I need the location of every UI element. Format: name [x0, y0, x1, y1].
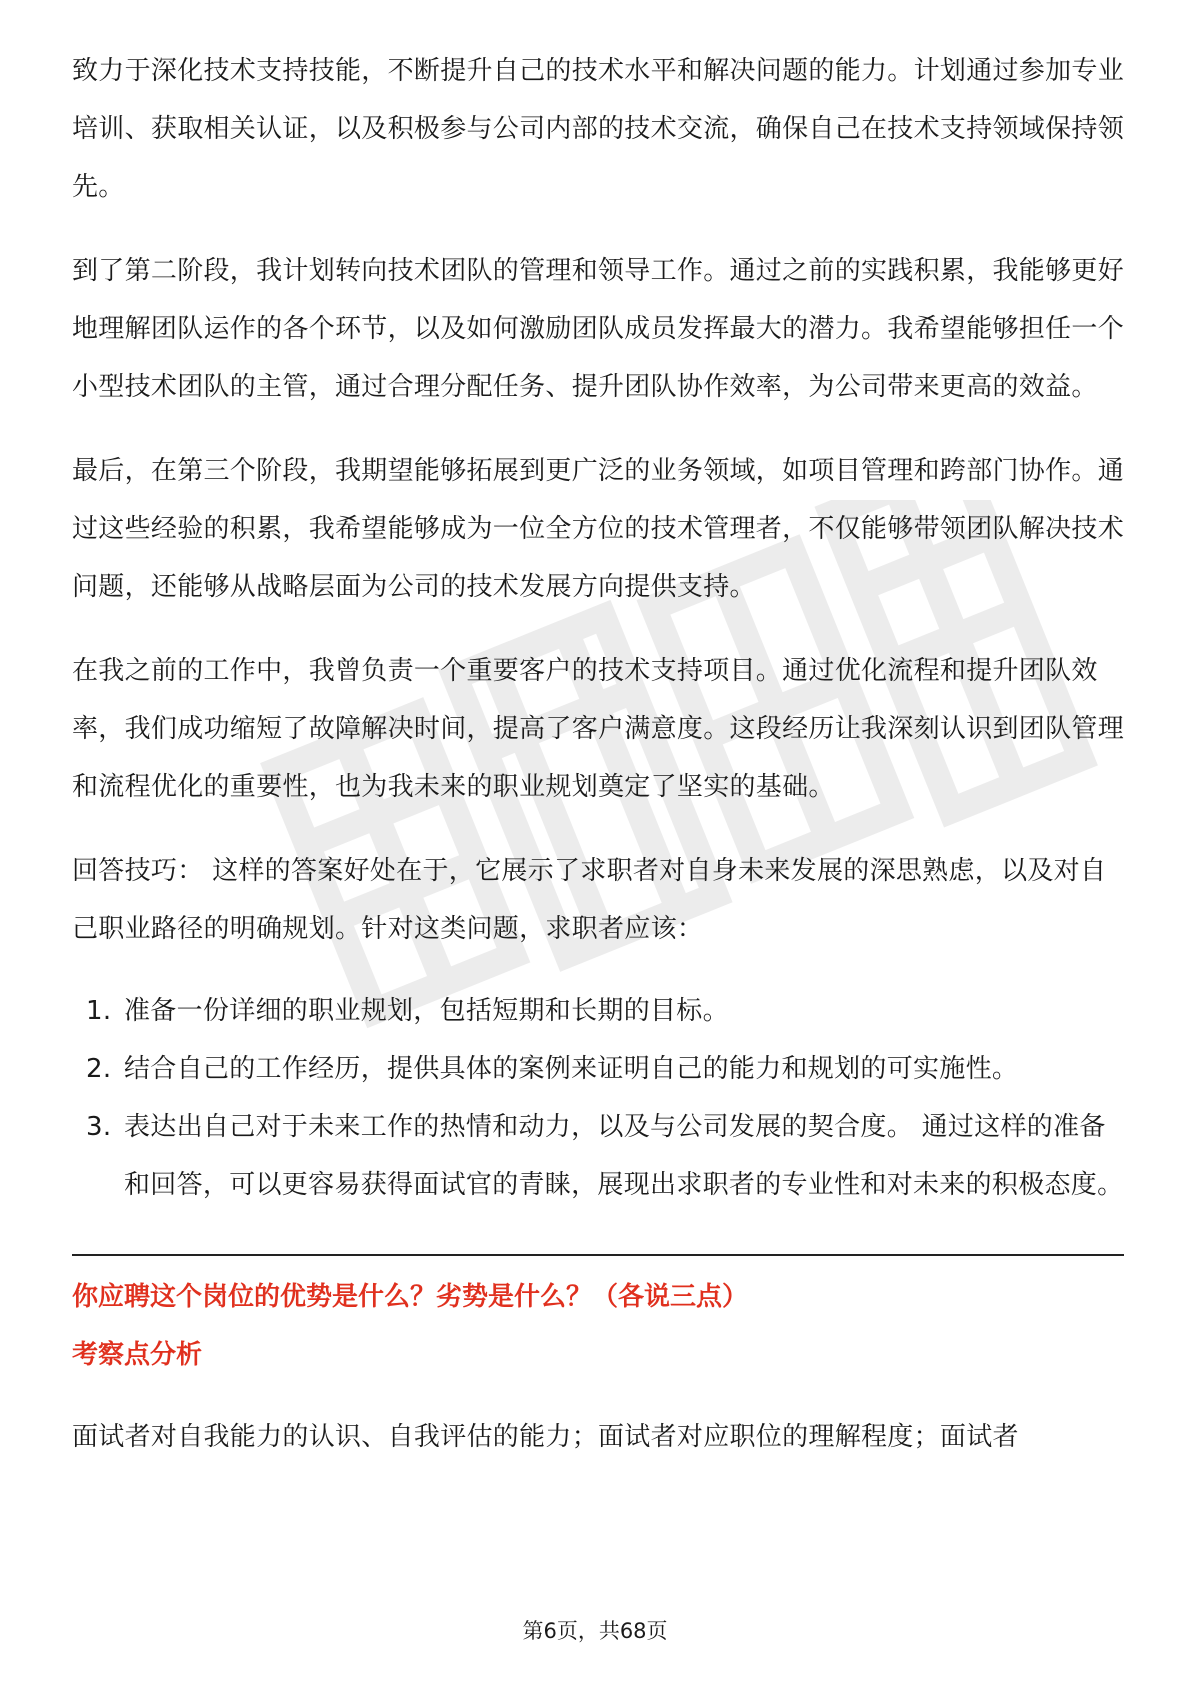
- paragraph-stage-one: 致力于深化技术支持技能，不断提升自己的技术水平和解决问题的能力。计划通过参加专业培训、获取相关认证，以及积极参与公司内部的技术交流，确保自己在技术支持领域保持领先。: [72, 56, 1125, 202]
- page-content: [72, 42, 1124, 1492]
- list-item-number: 3.: [86, 1112, 112, 1142]
- list-item: [72, 1098, 1124, 1214]
- list-item: [72, 1040, 1124, 1098]
- paragraph-answer-tips: 回答技巧： 这样的答案好处在于，它展示了求职者对自身未来发展的深思熟虑，以及对自己职业路径的明确规划。针对这类问题，求职者应该：: [72, 856, 1107, 944]
- list-item-number: 1.: [86, 996, 112, 1026]
- list-item-text: 表达出自己对于未来工作的热情和动力，以及与公司发展的契合度。 通过这样的准备和回答，可以更容易获得面试官的青睐，展现出求职者的专业性和对未来的积极态度。: [124, 1112, 1124, 1200]
- list-item-text: 准备一份详细的职业规划，包括短期和长期的目标。: [124, 996, 729, 1026]
- paragraph-experience: 在我之前的工作中，我曾负责一个重要客户的技术支持项目。通过优化流程和提升团队效率，我们成功缩短了故障解决时间，提高了客户满意度。这段经历让我深刻认识到团队管理和流程优化的重要性，也为我未来的职业规划奠定了坚实的基础。: [72, 656, 1125, 802]
- question-title: 你应聘这个岗位的优势是什么？劣势是什么？（各说三点）: [72, 1282, 749, 1312]
- section-divider: [72, 1254, 1124, 1256]
- paragraph-stage-three: 最后，在第三个阶段，我期望能够拓展到更广泛的业务领域，如项目管理和跨部门协作。通过这些经验的积累，我希望能够成为一位全方位的技术管理者，不仅能够带领团队解决技术问题，还能够从战略层面为公司的技术发展方向提供支持。: [72, 456, 1125, 602]
- analysis-heading: 考察点分析: [72, 1340, 203, 1370]
- list-item-text: 结合自己的工作经历，提供具体的案例来证明自己的能力和规划的可实施性。: [124, 1054, 1019, 1084]
- list-item-number: 2.: [86, 1054, 112, 1084]
- page-number: 第6页，共68页: [522, 1619, 668, 1643]
- tips-list: [72, 982, 1124, 1214]
- paragraph-stage-two: 到了第二阶段，我计划转向技术团队的管理和领导工作。通过之前的实践积累，我能够更好地理解团队运作的各个环节，以及如何激励团队成员发挥最大的潜力。我希望能够担任一个小型技术团队的主管，通过合理分配任务、提升团队协作效率，为公司带来更高的效益。: [72, 256, 1125, 402]
- paragraph-analysis: 面试者对自我能力的认识、自我评估的能力；面试者对应职位的理解程度；面试者: [72, 1422, 1019, 1452]
- list-item: [72, 982, 1124, 1040]
